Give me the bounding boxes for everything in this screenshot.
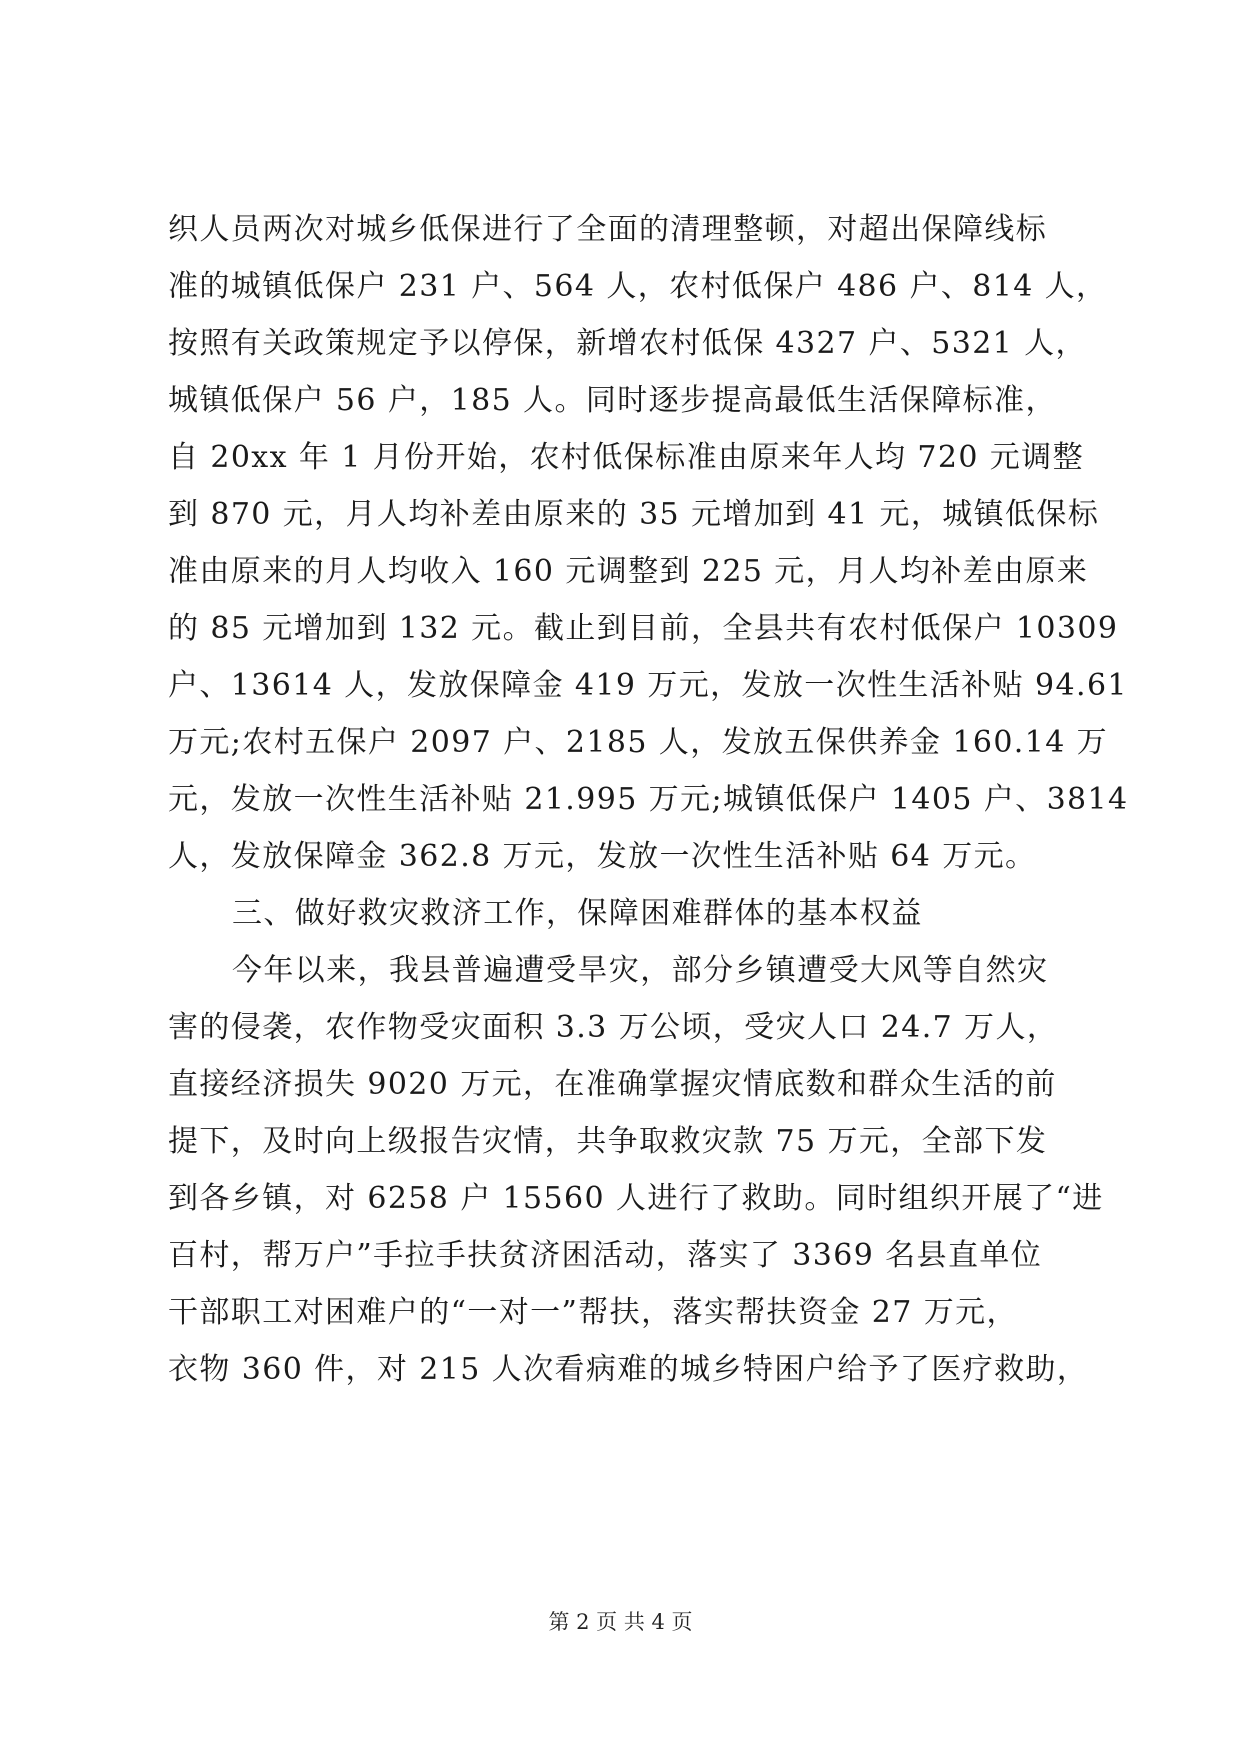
body-text-line: 今年以来，我县普遍遭受旱灾，部分乡镇遭受大风等自然灾 xyxy=(232,953,1049,988)
body-text-line: 提下，及时向上级报告灾情，共争取救灾款 75 万元，全部下发 xyxy=(168,1124,1048,1159)
body-text-line: 按照有关政策规定予以停保，新增农村低保 4327 户、5321 人， xyxy=(168,326,1087,361)
body-text-line: 到各乡镇，对 6258 户 15560 人进行了救助。同时组织开展了“进 xyxy=(168,1181,1104,1216)
body-text-line: 害的侵袭，农作物受灾面积 3.3 万公顷，受灾人口 24.7 万人， xyxy=(168,1010,1059,1045)
body-text-line: 万元;农村五保户 2097 户、2185 人，发放五保供养金 160.14 万 xyxy=(168,725,1109,760)
body-text-line: 户、13614 人，发放保障金 419 万元，发放一次性生活补贴 94.61 xyxy=(168,668,1128,703)
body-text-line: 织人员两次对城乡低保进行了全面的清理整顿，对超出保障线标 xyxy=(168,212,1048,247)
body-text-line: 的 85 元增加到 132 元。截止到目前，全县共有农村低保户 10309 xyxy=(168,611,1119,646)
body-text-line: 自 20xx 年 1 月份开始，农村低保标准由原来年人均 720 元调整 xyxy=(168,440,1084,475)
section-heading: 三、做好救灾救济工作，保障困难群体的基本权益 xyxy=(232,896,923,931)
body-text-line: 城镇低保户 56 户，185 人。同时逐步提高最低生活保障标准， xyxy=(168,383,1057,418)
body-text-line: 准由原来的月人均收入 160 元调整到 225 元，月人均补差由原来 xyxy=(168,554,1089,589)
body-text-line: 干部职工对困难户的“一对一”帮扶，落实帮扶资金 27 万元， xyxy=(168,1295,1018,1330)
body-text-line: 元，发放一次性生活补贴 21.995 万元;城镇低保户 1405 户、3814 xyxy=(168,782,1129,817)
body-text-line: 直接经济损失 9020 万元，在准确掌握灾情底数和群众生活的前 xyxy=(168,1067,1057,1102)
page-number-footer: 第 2 页 共 4 页 xyxy=(548,1610,693,1634)
body-text-line: 准的城镇低保户 231 户、564 人，农村低保户 486 户、814 人， xyxy=(168,269,1108,304)
body-text-line: 人，发放保障金 362.8 万元，发放一次性生活补贴 64 万元。 xyxy=(168,839,1037,874)
body-text-line: 百村，帮万户”手拉手扶贫济困活动，落实了 3369 名县直单位 xyxy=(168,1238,1043,1273)
body-text-line: 衣物 360 件，对 215 人次看病难的城乡特困户给予了医疗救助， xyxy=(168,1352,1089,1387)
body-text-line: 到 870 元，月人均补差由原来的 35 元增加到 41 元，城镇低保标 xyxy=(168,497,1100,532)
